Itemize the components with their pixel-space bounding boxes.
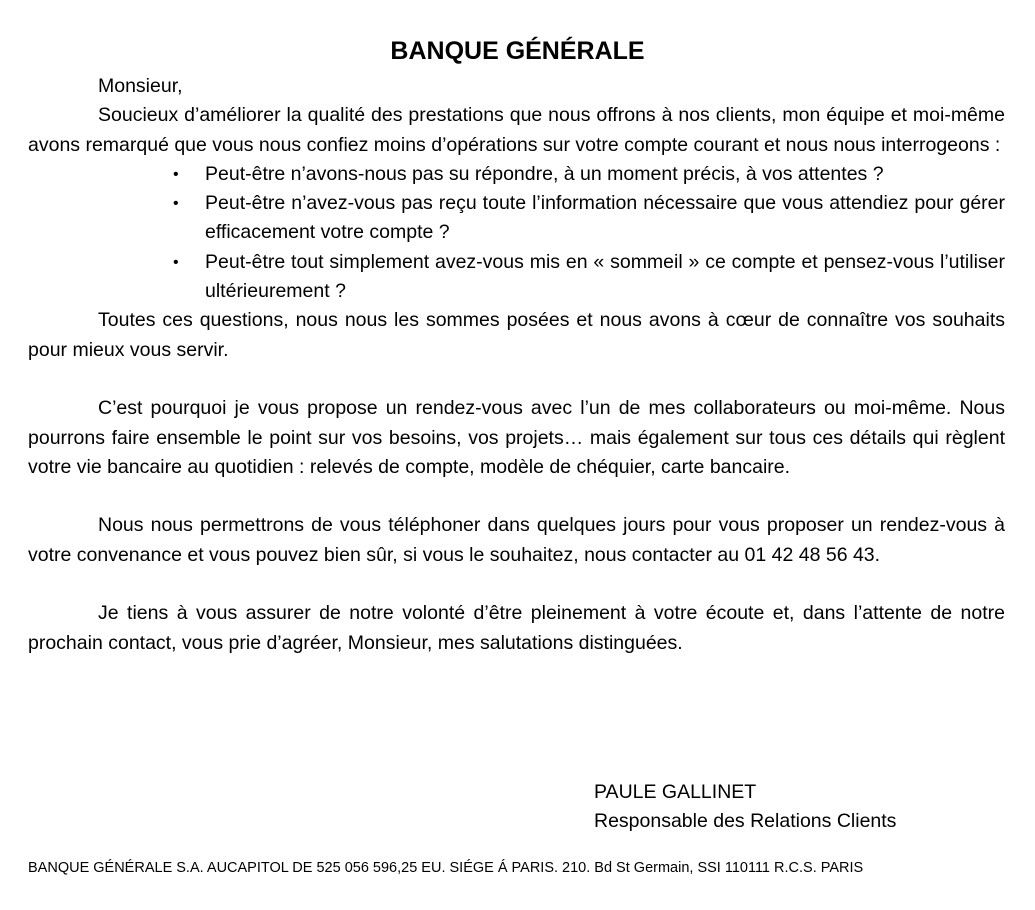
list-item [173,189,1005,248]
paragraph-questions: Toutes ces questions, nous nous les sommes posées et nous avons à cœur de connaître vos souhaits pour mieux vous servir. [28,309,1005,361]
paragraph-contact: Nous nous permettrons de vous téléphoner dans quelques jours pour vous proposer un rendez-vous à votre convenance et vous pouvez bien sûr, si vous le souhaitez, nous contacter au 01 42 48 56 43. [28,514,1005,566]
list-item-text: Peut-être n’avons-nous pas su répondre, à un moment précis, à vos attentes ? [205,162,884,185]
signature-name: PAULE GALLINET [594,781,757,803]
bullet-icon: • [173,165,179,183]
legal-footer: BANQUE GÉNÉRALE S.A. AUCAPITOL DE 525 056 596,25 EU. SIÉGE Á PARIS. 210. Bd St Germain, SSI 110111 R.C.S. PARIS [28,860,864,876]
question-list [28,160,1005,306]
signature-block [594,778,896,837]
letter-title: BANQUE GÉNÉRALE [390,37,645,65]
paragraph-closing: Je tiens à vous assurer de notre volonté d’être pleinement à votre écoute et, dans l’attente de notre prochain contact, vous prie d’agréer, Monsieur, mes salutations distinguées. [28,602,1005,654]
list-item-text: Peut-être n’avez-vous pas reçu toute l’information nécessaire que vous attendiez pour gérer efficacement votre compte ? [205,192,1005,244]
bullet-icon: • [173,253,179,271]
bullet-icon: • [173,195,179,213]
paragraph-spacer [28,482,1005,511]
paragraph-appointment: C’est pourquoi je vous propose un rendez-vous avec l’un de mes collaborateurs ou moi-même. Nous pourrons faire ensemble le point sur vos besoins, vos projets… mais également sur tous ces détails qui règlent votre vie bancaire au quotidien : relevés de compte, modèle de chéquier, carte bancaire. [28,397,1005,478]
list-item-text: Peut-être tout simplement avez-vous mis en « sommeil » ce compte et pensez-vous l’utiliser ultérieurement ? [205,250,1005,303]
paragraph-spacer [28,570,1005,599]
letter-body [28,72,1005,658]
paragraph-spacer [28,365,1005,394]
list-item [173,160,1005,189]
paragraph-intro: Soucieux d’améliorer la qualité des prestations que nous offrons à nos clients, mon équipe et moi-même avons remarqué que vous nous confiez moins d’opérations sur votre compte courant et nous nous interrogeons : [28,104,1005,156]
salutation: Monsieur, [98,75,183,97]
list-item [173,248,1005,307]
signature-role: Responsable des Relations Clients [594,810,897,833]
